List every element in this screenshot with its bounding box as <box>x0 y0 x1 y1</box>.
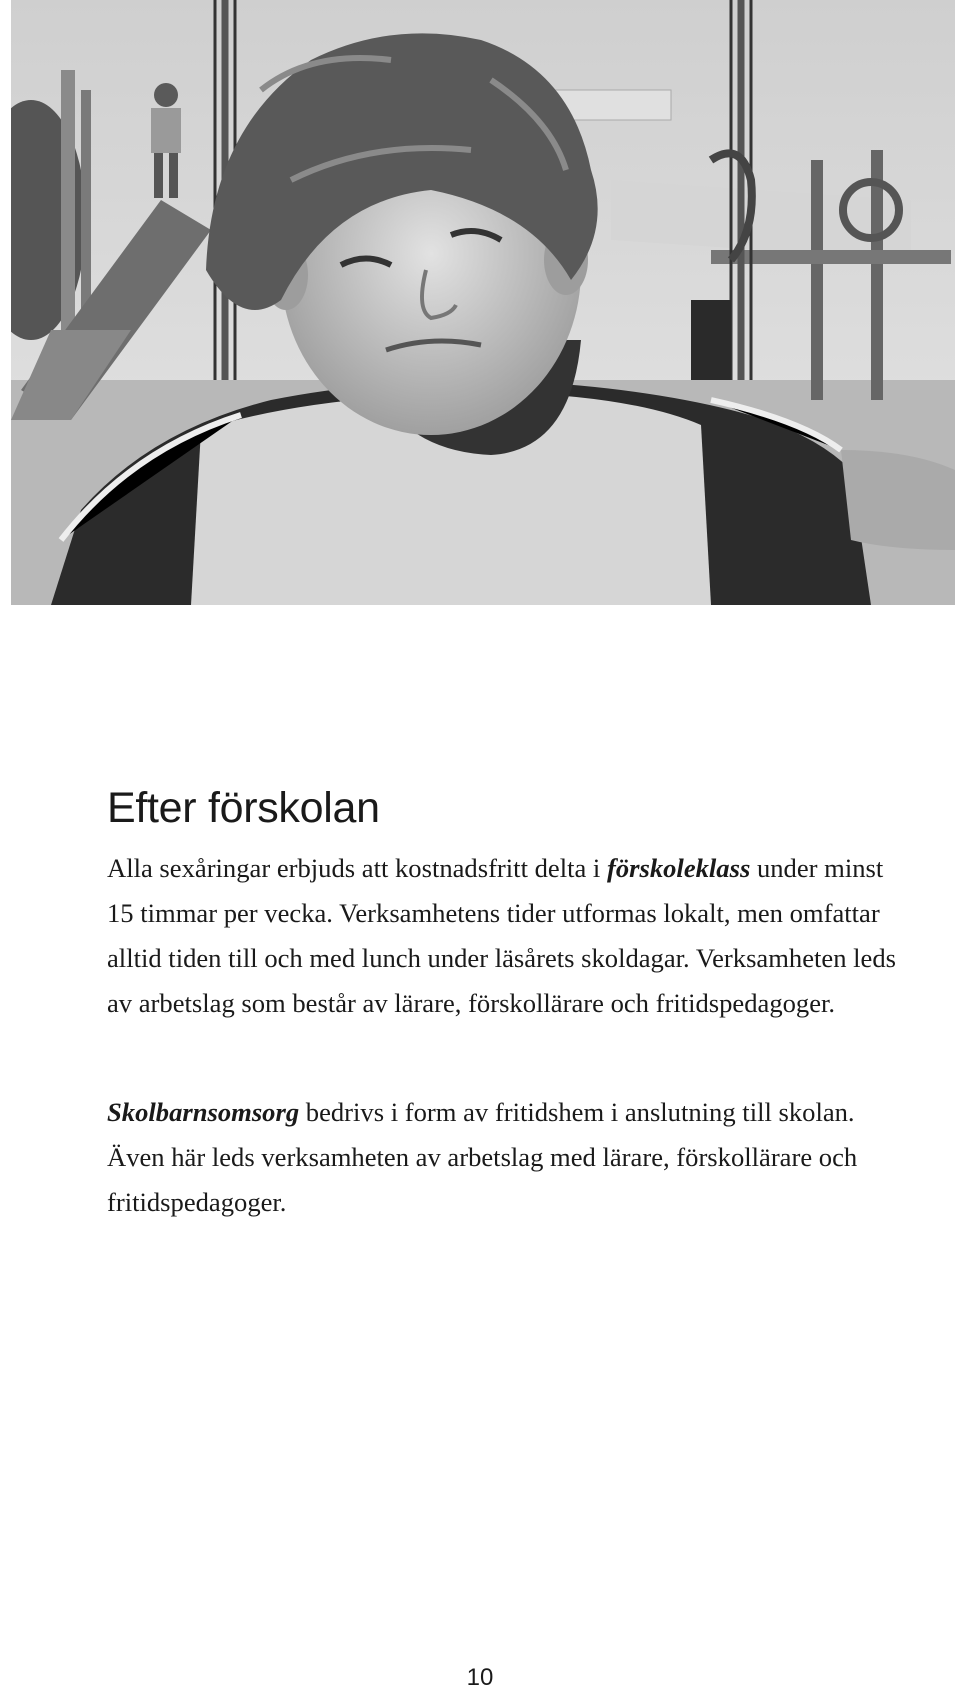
child-on-swing-photo <box>11 0 955 605</box>
term-skolbarnsomsorg: Skolbarnsomsorg <box>107 1097 300 1127</box>
paragraph1-text-after: under minst 15 timmar per vecka. Verksamhetens tider utformas lokalt, men omfattar alltid tiden till och med lunch under läsårets skoldagar. Verksamheten leds av arbetslag som består av lärare, förskollärare och fritidspedagoger. <box>107 853 896 1018</box>
paragraph1-text-before: Alla sexåringar erbjuds att kostnadsfritt delta i <box>107 853 607 883</box>
school-childcare-paragraph <box>107 1090 907 1225</box>
photo-illustration <box>11 0 955 605</box>
preschool-class-paragraph <box>107 846 907 1026</box>
section-heading: Efter förskolan <box>107 784 380 832</box>
paragraph2-text-after: bedrivs i form av fritidshem i anslutning till skolan. Även här leds verksamheten av arbetslag med lärare, förskollärare och fritidspedagoger. <box>107 1097 858 1217</box>
page-number: 10 <box>466 1664 494 1691</box>
term-forskoleklass: förskoleklass <box>606 853 751 883</box>
